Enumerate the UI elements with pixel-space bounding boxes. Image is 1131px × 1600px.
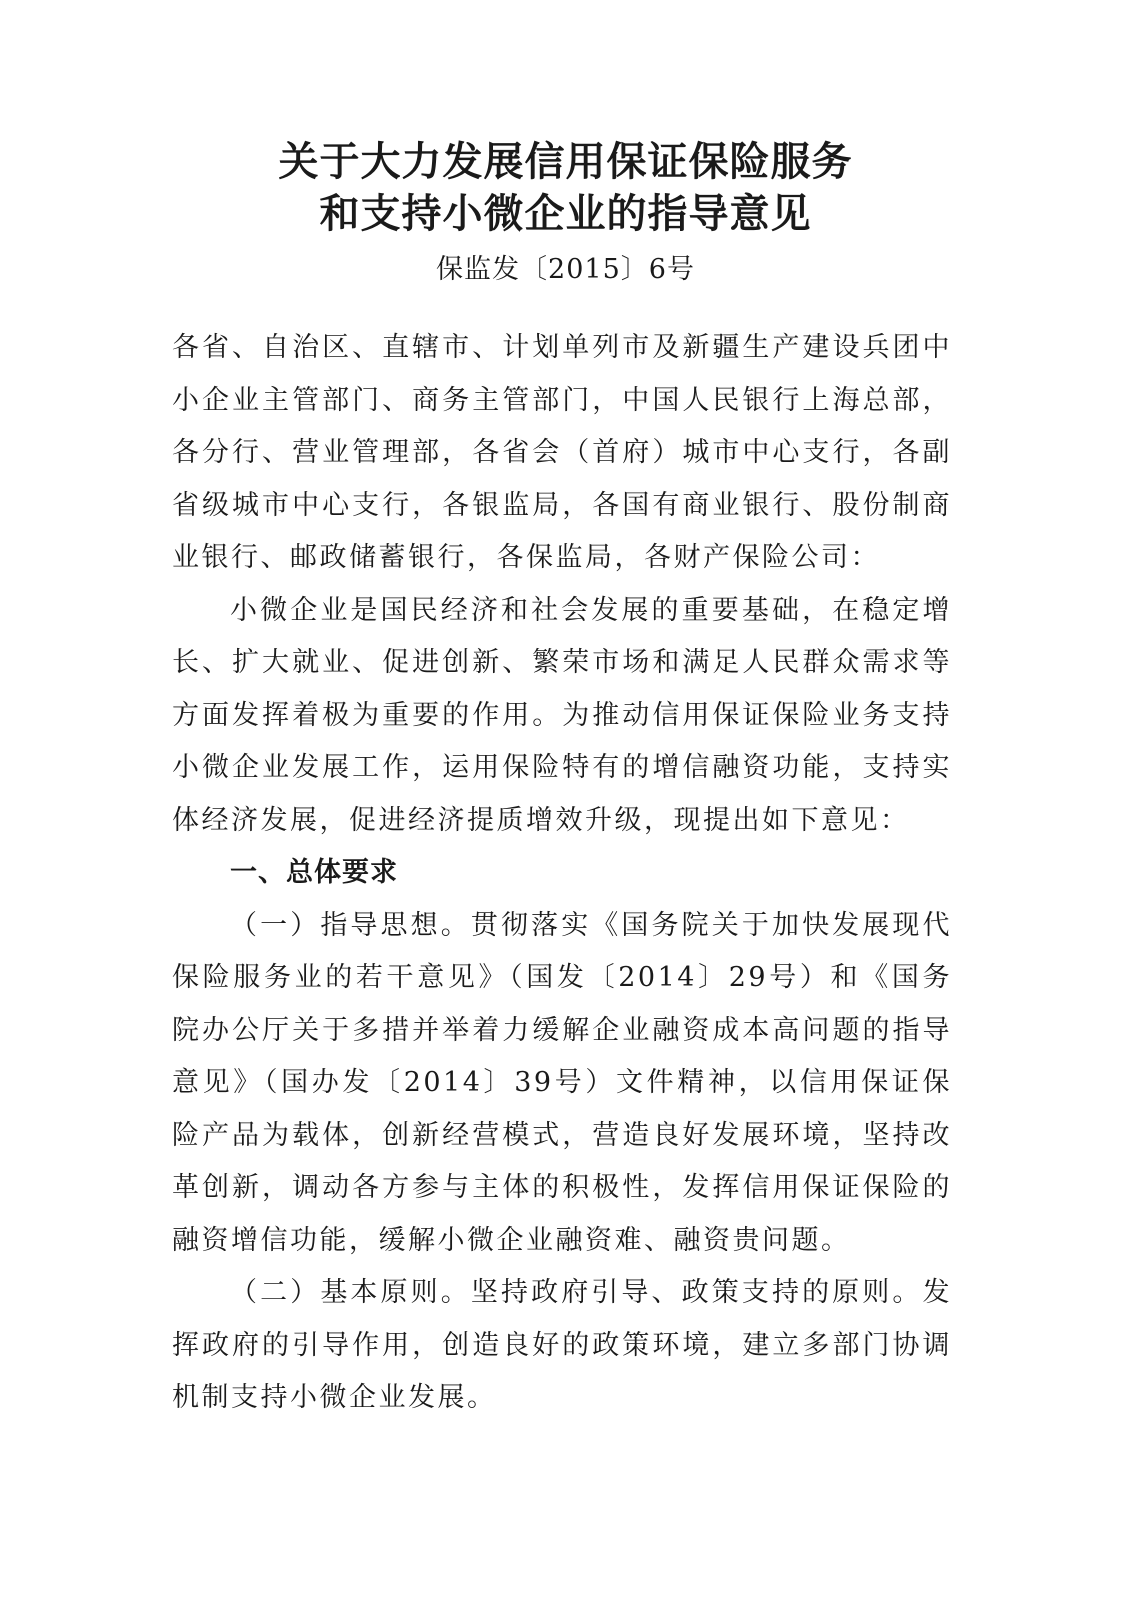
addressees-paragraph: 各省、自治区、直辖市、计划单列市及新疆生产建设兵团中小企业主管部门、商务主管部门，中国人民银行上海总部，各分行、营业管理部，各省会（首府）城市中心支行，各副省级城市中心支行，各银监局，各国有商业银行、股份制商业银行、邮政储蓄银行，各保监局，各财产保险公司： xyxy=(172,332,952,573)
basic-principles-paragraph: （二）基本原则。坚持政府引导、政策支持的原则。发挥政府的引导作用，创造良好的政策环境，建立多部门协调机制支持小微企业发展。 xyxy=(172,1277,952,1413)
document-title-line-1: 关于大力发展信用保证保险服务 xyxy=(278,139,853,185)
intro-paragraph: 小微企业是国民经济和社会发展的重要基础，在稳定增长、扩大就业、促进创新、繁荣市场和满足人民群众需求等方面发挥着极为重要的作用。为推动信用保证保险业务支持小微企业发展工作，运用保险特有的增信融资功能，支持实体经济发展，促进经济提质增效升级，现提出如下意见： xyxy=(172,594,952,836)
document-number: 保监发〔2015〕6号 xyxy=(436,254,695,285)
document-title-line-2: 和支持小微企业的指导意见 xyxy=(319,191,812,237)
document-body xyxy=(172,322,952,1425)
guiding-ideology-paragraph: （一）指导思想。贯彻落实《国务院关于加快发展现代保险服务业的若干意见》（国发〔2014〕29号）和《国务院办公厅关于多措并举着力缓解企业融资成本高问题的指导意见》（国办发〔2014〕39号）文件精神，以信用保证保险产品为载体，创新经营模式，营造良好发展环境，坚持改革创新，调动各方参与主体的积极性，发挥信用保证保险的融资增信功能，缓解小微企业融资难、融资贵问题。 xyxy=(172,909,952,1256)
section-heading-general-requirements: 一、总体要求 xyxy=(230,857,398,888)
